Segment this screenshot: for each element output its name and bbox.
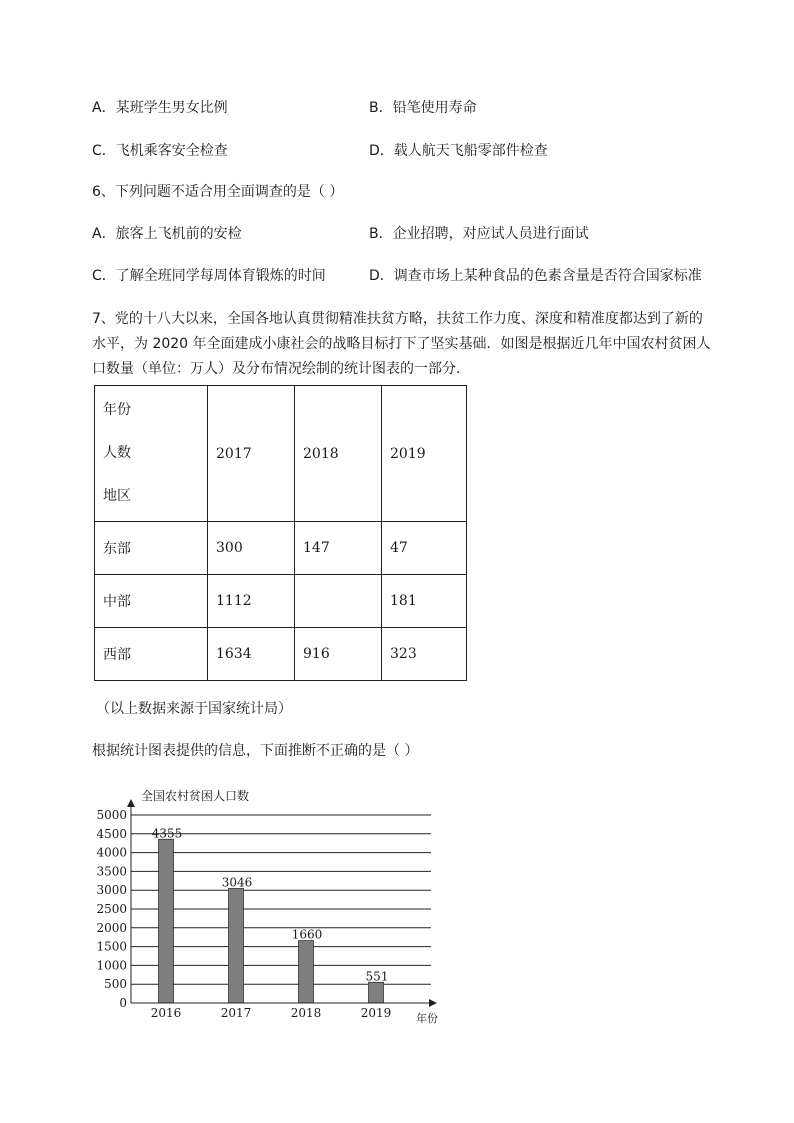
value-cell: 300 [208,522,295,575]
y-tick-label: 500 [104,977,127,992]
q7-stem-line3: 口数量（单位：万人）及分布情况绘制的统计图表的一部分． [92,361,470,377]
q5-option-d: D．载人航天飞船零部件检查 [369,143,548,159]
q7-stem-line1: 7、党的十八大以来，全国各地认真贯彻精准扶贫方略，扶贫工作力度、深度和精准度都达到了新的 [92,311,703,327]
value-cell: 181 [382,575,467,628]
y-tick-label: 2000 [96,920,127,935]
table-row [95,628,467,681]
year-header-2018: 2018 [295,386,382,522]
q6-option-d: D．调查市场上某种食品的色素含量是否符合国家标准 [369,268,702,284]
y-axis-arrow-icon [127,799,135,807]
diagonal-header-cell [95,386,208,522]
bar [159,839,174,1003]
value-cell: 147 [295,522,382,575]
bar [229,888,244,1003]
data-label: 551 [365,969,389,984]
value-cell: 47 [382,522,467,575]
region-cell: 东部 [95,522,208,575]
grid-layer [131,815,431,984]
poverty-region-table [94,385,467,681]
y-tick-label: 3000 [96,883,127,898]
value-cell: 323 [382,628,467,681]
x-tick-label: 2017 [220,1006,252,1020]
bar [299,941,314,1003]
year-header-2017: 2017 [208,386,295,522]
chart-title: 全国农村贫困人口数 [141,789,250,803]
data-label: 3046 [221,875,253,890]
q7-question: 根据统计图表提供的信息，下面推断不正确的是（ ） [92,743,419,759]
q5-option-b: B．铅笔使用寿命 [369,100,477,116]
poverty-bar-chart [86,783,456,1028]
x-tick-label: 2018 [290,1006,322,1020]
value-cell: 1634 [208,628,295,681]
y-tick-label: 5000 [96,808,127,822]
q6-option-c: C．了解全班同学每周体育锻炼的时间 [92,268,326,284]
x-tick-label: 2016 [150,1006,182,1020]
table-row [95,522,467,575]
y-tick-label: 1000 [96,958,127,973]
header-label-count: 人数 [103,445,131,461]
q6-stem: 6、下列问题不适合用全面调查的是（ ） [92,184,344,200]
header-label-year: 年份 [103,402,131,418]
bar-layer [159,839,384,1003]
region-cell: 中部 [95,575,208,628]
y-tick-label: 2500 [96,902,127,916]
value-cell: 1112 [208,575,295,628]
y-tick-label: 0 [119,996,127,1010]
q6-option-a: A．旅客上飞机前的安检 [92,226,242,242]
y-tick-label: 3500 [96,864,127,879]
year-header-2019: 2019 [382,386,467,522]
y-tick-label: 4500 [96,826,127,841]
q6-option-b: B．企业招聘，对应试人员进行面试 [369,226,589,242]
y-tick-label: 4000 [96,845,127,860]
header-label-region: 地区 [103,488,131,504]
source-note: （以上数据来源于国家统计局） [96,701,292,717]
x-axis-label: 年份 [416,1012,438,1025]
bar [369,982,384,1003]
y-tick-label: 1500 [96,939,127,954]
q5-option-a: A．某班学生男女比例 [92,100,228,116]
q5-option-c: C．飞机乘客安全检查 [92,143,228,159]
data-label: 4355 [151,826,183,841]
q7-stem-line2: 水平，为 2020 年全面建成小康社会的战略目标打下了坚实基础．如图是根据近几年中国农村贫困人 [92,336,711,352]
table-header-row [95,386,467,522]
data-label: 1660 [291,927,323,942]
region-cell: 西部 [95,628,208,681]
table-row [95,575,467,628]
x-tick-label: 2019 [360,1006,392,1020]
value-cell [295,575,382,628]
x-axis-arrow-icon [429,999,437,1007]
value-cell: 916 [295,628,382,681]
